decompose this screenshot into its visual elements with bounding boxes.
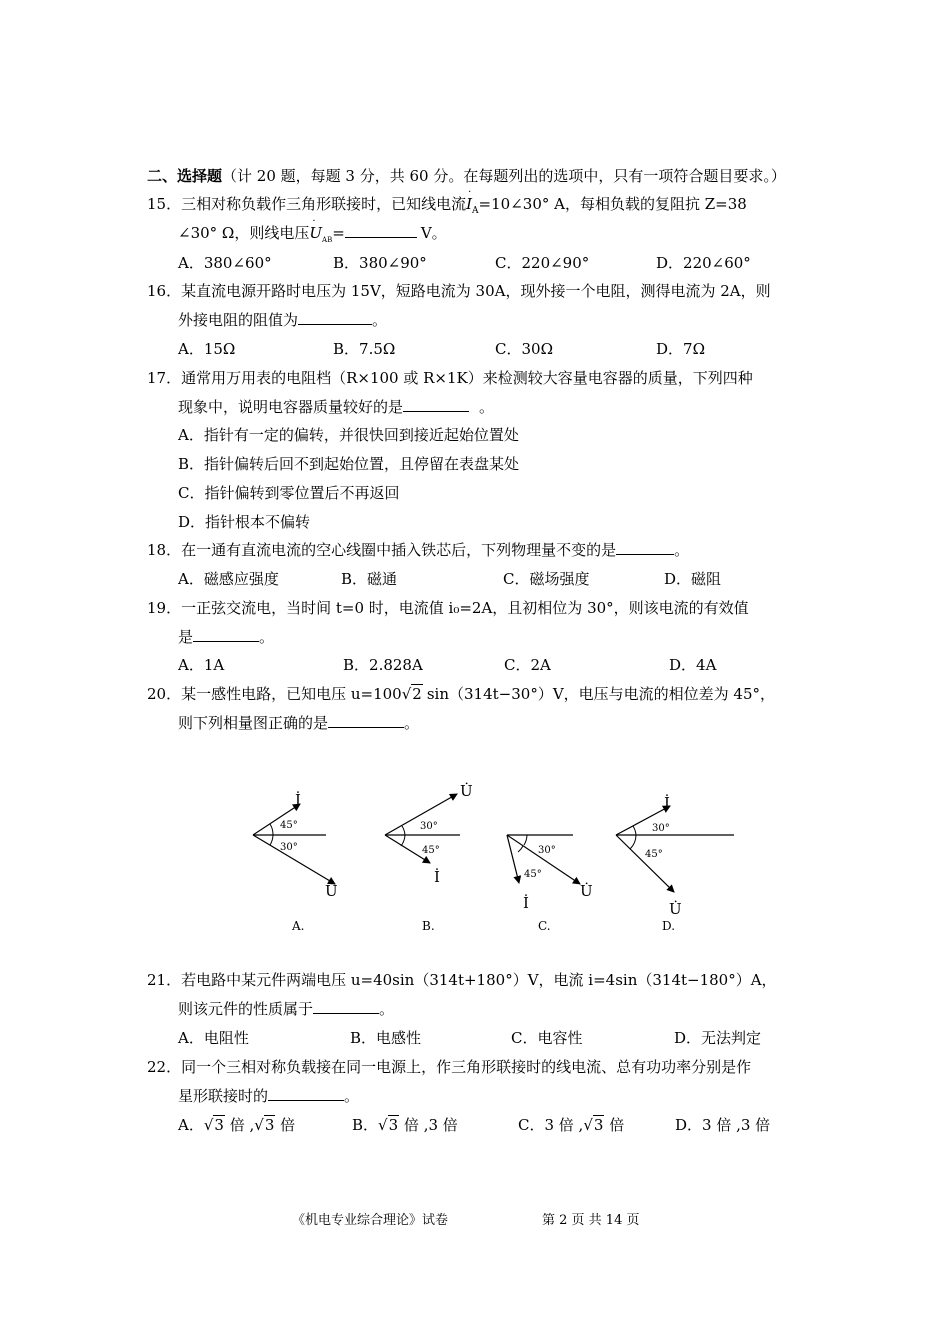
- option-d: D．220∠60°: [656, 254, 751, 272]
- option-d: D．无法判定: [674, 1029, 762, 1047]
- question-number: 21．: [147, 971, 182, 989]
- question-text: 通常用万用表的电阻档（R×100 或 R×1K）来检测较大容量电容器的质量，下列四种: [181, 369, 753, 387]
- answer-blank[interactable]: [616, 540, 674, 555]
- option-d: D．磁阻: [664, 570, 722, 588]
- angle-arc: [402, 826, 405, 835]
- voltage-vector-label: U̇: [460, 782, 473, 800]
- option-b: B．7.5Ω: [333, 340, 396, 358]
- left-angle-label: 45°: [524, 869, 542, 880]
- footer-title: 《机电专业综合理论》试卷: [292, 1213, 449, 1228]
- section-title: 二、选择题: [147, 167, 223, 185]
- footer-page-number: 第 2 页 共 14 页: [542, 1213, 640, 1228]
- phasor-diagram-d: [616, 794, 734, 933]
- sqrt-symbol: √3: [254, 1116, 275, 1134]
- dot-mark: ·: [468, 187, 472, 198]
- lower-angle-label: 45°: [422, 845, 440, 856]
- option-b: B．2.828A: [343, 656, 423, 674]
- option-b: [352, 1115, 458, 1135]
- phasor-diagram-c: [507, 835, 593, 933]
- option-d: D．7Ω: [656, 340, 706, 358]
- answer-blank[interactable]: [328, 713, 404, 728]
- option-d: D．指针根本不偏转: [178, 513, 311, 531]
- diagram-letter: C.: [538, 919, 551, 933]
- question-text: 。: [674, 541, 690, 559]
- lower-angle-label: 45°: [645, 849, 663, 860]
- diagram-letter: D.: [662, 919, 676, 933]
- subscript: AB: [322, 236, 333, 244]
- question-text: 。: [344, 1087, 360, 1105]
- question-text: 现象中，说明电容器质量较好的是: [178, 398, 404, 416]
- question-15-line2: [178, 216, 447, 250]
- current-vector-label: İ: [523, 894, 529, 912]
- option-a: A．磁感应强度: [178, 570, 279, 588]
- option-label: C．3 倍 ,: [518, 1116, 584, 1134]
- question-17-line2: [178, 397, 494, 417]
- question-text: 某直流电源开路时电压为 15V，短路电流为 30A，现外接一个电阻，测得电流为 2A，则: [181, 282, 771, 300]
- sqrt-symbol: √3: [378, 1116, 399, 1134]
- question-19-line2: [178, 627, 274, 647]
- question-text: 若电路中某元件两端电压 u=40sin（314t+180°）V，电流 i=4sin（314t−180°）A，: [181, 971, 777, 989]
- question-21-line2: [178, 999, 394, 1019]
- angle-arc: [270, 824, 273, 835]
- section-heading: [147, 166, 786, 186]
- question-text: 。: [404, 714, 420, 732]
- question-17-line1: [147, 368, 753, 388]
- question-text: 三相对称负载作三角形联接时，已知线电流: [181, 195, 467, 213]
- question-number: 20．: [147, 685, 182, 703]
- angle-arc: [630, 835, 636, 849]
- question-text: =10∠30° A，每相负载的复阻抗 Z=38: [478, 195, 747, 213]
- answer-blank[interactable]: [313, 999, 379, 1014]
- option-a: A．1A: [178, 656, 225, 674]
- angle-arc: [518, 846, 523, 852]
- voltage-vector-label: U̇: [669, 900, 682, 918]
- phasor-diagrams: [240, 775, 750, 945]
- lower-angle-label: 30°: [280, 842, 298, 853]
- question-number: 18．: [147, 541, 182, 559]
- option-b: B．磁通: [341, 570, 398, 588]
- radicand: 2: [412, 685, 422, 703]
- question-number: 22．: [147, 1058, 182, 1076]
- option-b: B．电感性: [350, 1029, 422, 1047]
- upper-angle-label: 30°: [652, 823, 670, 834]
- question-21-line1: [147, 970, 777, 990]
- angle-arc: [633, 826, 636, 835]
- question-15-line1: [147, 187, 747, 221]
- option-a: A．15Ω: [178, 340, 236, 358]
- option-label: A．: [178, 1116, 204, 1134]
- option-a: A．380∠60°: [178, 254, 272, 272]
- question-16-line2: [178, 310, 387, 330]
- question-number: 19．: [147, 599, 182, 617]
- voltage-vector-label: U̇: [580, 882, 593, 900]
- option-label: B．: [352, 1116, 379, 1134]
- answer-blank[interactable]: [345, 223, 417, 238]
- question-text: 在一通有直流电流的空心线圈中插入铁芯后，下列物理量不变的是: [181, 541, 617, 559]
- question-text: 外接电阻的阻值为: [178, 311, 299, 329]
- phasor-diagram-a: [253, 791, 338, 933]
- voltage-vector: [616, 835, 674, 892]
- sqrt-symbol: √3: [203, 1116, 224, 1134]
- answer-blank[interactable]: [403, 397, 469, 412]
- answer-blank[interactable]: [298, 310, 372, 325]
- section-note: （计 20 题，每题 3 分，共 60 分。在每题列出的选项中，只有一项符合题目要求。）: [222, 167, 786, 185]
- diagram-letter: B.: [422, 919, 435, 933]
- question-text: 。: [379, 1000, 395, 1018]
- voltage-phasor-symbol: [309, 216, 323, 242]
- radicand: 3: [593, 1116, 604, 1134]
- question-text: 则下列相量图正确的是: [178, 714, 329, 732]
- sqrt-symbol: √3: [583, 1116, 604, 1134]
- question-text: =: [332, 224, 345, 242]
- question-text: 。: [479, 398, 495, 416]
- subscript: A: [472, 206, 479, 216]
- question-18-line1: [147, 540, 689, 560]
- option-c: [518, 1115, 624, 1135]
- option-c: C．2A: [504, 656, 551, 674]
- option-c: C．磁场强度: [503, 570, 590, 588]
- question-number: 17．: [147, 369, 182, 387]
- question-text: 则该元件的性质属于: [178, 1000, 314, 1018]
- question-text: 。: [372, 311, 388, 329]
- option-c: C．30Ω: [495, 340, 554, 358]
- right-angle-label: 30°: [538, 845, 556, 856]
- upper-angle-label: 45°: [280, 820, 298, 831]
- radicand: 3: [388, 1116, 399, 1134]
- phasor-letter: U: [309, 224, 323, 242]
- option-a: A．指针有一定的偏转，并很快回到接近起始位置处: [178, 426, 519, 444]
- upper-angle-label: 30°: [420, 821, 438, 832]
- angle-arc: [524, 835, 527, 845]
- question-text: 同一个三相对称负载接在同一电源上，作三角形联接时的线电流、总有功功率分别是作: [181, 1058, 752, 1076]
- option-c: C．电容性: [511, 1029, 583, 1047]
- question-text: 星形联接时的: [178, 1087, 269, 1105]
- question-number: 16．: [147, 282, 182, 300]
- option-a: A．电阻性: [178, 1029, 249, 1047]
- answer-blank[interactable]: [193, 627, 259, 642]
- option-text: 倍: [609, 1116, 625, 1134]
- question-number: 15．: [147, 195, 182, 213]
- question-20-line1: [147, 684, 775, 704]
- phasor-diagram-b: [385, 782, 473, 933]
- diagram-letter: A.: [292, 919, 305, 933]
- angle-arc: [270, 835, 273, 845]
- dot-mark: ·: [312, 216, 316, 227]
- radicand: 3: [214, 1116, 224, 1134]
- question-22-line1: [147, 1057, 751, 1077]
- current-phasor-symbol: [466, 187, 473, 213]
- angle-arc: [401, 835, 405, 846]
- option-b: B．指针偏转后回不到起始位置，且停留在表盘某处: [178, 455, 520, 473]
- voltage-vector-label: U̇: [325, 882, 338, 900]
- current-vector-label: İ: [434, 868, 440, 886]
- question-20-line2: [178, 713, 419, 733]
- question-19-line1: [147, 598, 749, 618]
- question-text: ∠30° Ω，则线电压: [178, 224, 310, 242]
- option-c: C．220∠90°: [495, 254, 590, 272]
- current-vector-label: İ: [664, 794, 670, 812]
- question-text: 。: [259, 628, 275, 646]
- question-22-line2: [178, 1086, 359, 1106]
- phasor-letter: I: [466, 195, 473, 213]
- option-d: D．4A: [669, 656, 717, 674]
- option-d: D．3 倍 ,3 倍: [675, 1116, 771, 1134]
- question-text: V。: [420, 224, 447, 242]
- question-text: 一正弦交流电，当时间 t=0 时，电流值 i₀=2A，且初相位为 30°，则该电流的有效值: [181, 599, 749, 617]
- radicand: 3: [264, 1116, 275, 1134]
- sqrt-symbol: √2: [401, 685, 422, 703]
- current-vector-label: İ: [295, 791, 301, 809]
- answer-blank[interactable]: [268, 1086, 344, 1101]
- option-text: 倍 ,: [229, 1116, 255, 1134]
- option-text: 倍: [280, 1116, 296, 1134]
- question-text: 某一感性电路，已知电压 u=100: [181, 685, 402, 703]
- question-text: 是: [178, 628, 194, 646]
- option-c: C．指针偏转到零位置后不再返回: [178, 484, 400, 502]
- question-16-line1: [147, 281, 771, 301]
- option-text: 倍 ,3 倍: [403, 1116, 458, 1134]
- question-text: sin（314t−30°）V，电压与电流的相位差为 45°，: [426, 685, 776, 703]
- option-a: [178, 1115, 295, 1135]
- option-b: B．380∠90°: [333, 254, 427, 272]
